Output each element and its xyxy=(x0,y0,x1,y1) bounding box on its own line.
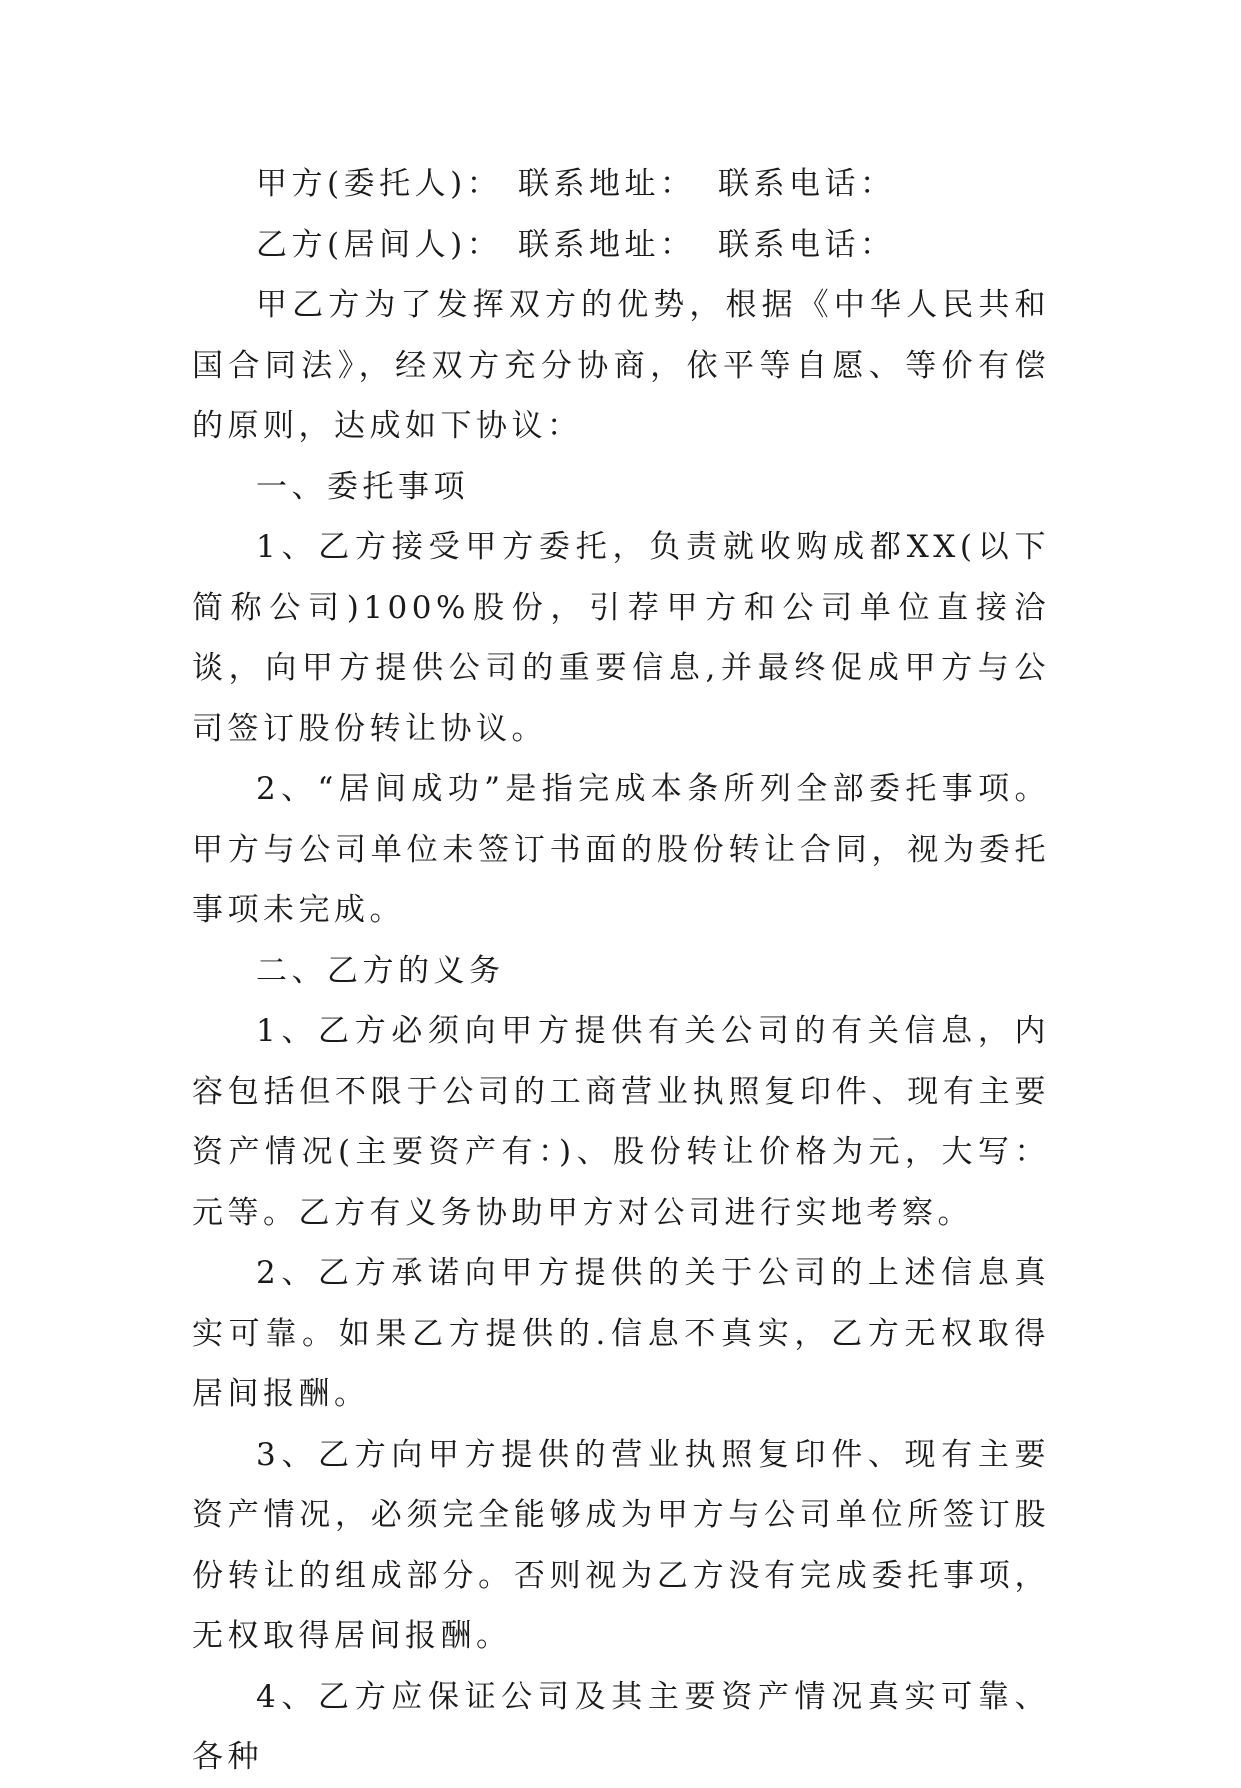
preamble-paragraph: 甲乙方为了发挥双方的优势，根据《中华人民共和国合同法》，经双方充分协商，依平等自愿、等价有偿的原则，达成如下协议： xyxy=(192,287,1050,444)
section-heading: 二、乙方的义务 xyxy=(256,952,505,989)
clause-paragraph: 1、乙方必须向甲方提供有关公司的有关信息，内容包括但不限于公司的工商营业执照复印件、现有主要资产情况(主要资产有：)、股份转让价格为元，大写：元等。乙方有义务协助甲方对公司进行实地考察。 xyxy=(192,1013,1050,1231)
document-body xyxy=(192,154,1050,1788)
party-a-address-label: 联系地址： xyxy=(518,166,696,202)
section-heading: 一、委托事项 xyxy=(256,468,469,505)
party-b-phone-label: 联系电话： xyxy=(718,226,896,263)
party-b-line xyxy=(192,215,1050,276)
party-a-phone-label: 联系电话： xyxy=(718,166,896,202)
party-a-role: 甲方(委托人)： xyxy=(256,166,503,202)
clause-paragraph: 3、乙方向甲方提供的营业执照复印件、现有主要资产情况，必须完全能够成为甲方与公司单位所签订股份转让的组成部分。否则视为乙方没有完成委托事项，无权取得居间报酬。 xyxy=(192,1436,1050,1654)
party-b-role: 乙方(居间人)： xyxy=(256,226,503,263)
party-b-address-label: 联系地址： xyxy=(518,226,696,263)
clause-paragraph: 2、“居间成功”是指完成本条所列全部委托事项。甲方与公司单位未签订书面的股份转让合同，视为委托事项未完成。 xyxy=(192,771,1050,928)
party-a-line xyxy=(192,154,1050,215)
clause-paragraph: 4、乙方应保证公司及其主要资产情况真实可靠、各种 xyxy=(192,1678,1050,1775)
clause-paragraph: 1、乙方接受甲方委托，负责就收购成都XX(以下简称公司)100%股份，引荐甲方和公司单位直接洽谈，向甲方提供公司的重要信息,并最终促成甲方与公司签订股份转让协议。 xyxy=(192,529,1050,747)
clause-paragraph: 2、乙方承诺向甲方提供的关于公司的上述信息真实可靠。如果乙方提供的.信息不真实，乙方无权取得居间报酬。 xyxy=(192,1255,1050,1412)
